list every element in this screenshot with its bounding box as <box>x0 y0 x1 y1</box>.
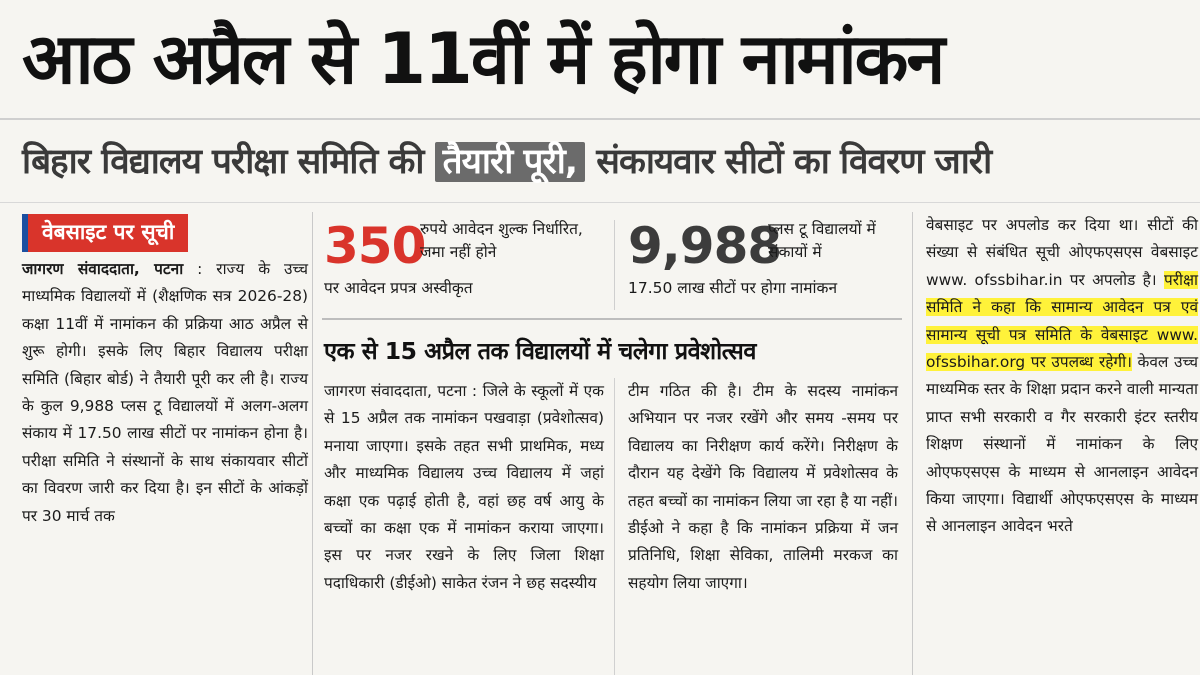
story-column-1: जागरण संवाददाता, पटना : जिले के स्कूलों में एक से 15 अप्रैल तक नामांकन पखवाड़ा (प्रवेशोत्सव) मनाया जाएगा। इसके तहत सभी प्राथमिक, मध्य और माध्यमिक विद्यालय उच्च विद्यालय में जहां कक्षा एक पढ़ाई होती है, वहां छह वर्ष आयु के बच्चों का कक्षा एक में नामांकन कराया जाएगा। इस पर नजर रखने के लिए जिला शिक्षा पदाधिकारी (डीईओ) साकेत रंजन ने छह सदस्यीय <box>324 382 604 592</box>
page-headline: आठ अप्रैल से 11वीं में होगा नामांकन <box>22 18 944 100</box>
stat-schools-line2: 17.50 लाख सीटों पर होगा नामांकन <box>628 279 838 297</box>
subhead-highlight: तैयारी पूरी, <box>435 142 585 182</box>
left-byline: जागरण संवाददाता, पटना <box>22 260 184 278</box>
column-divider-left <box>312 212 313 675</box>
stat-fee-number: 350 <box>324 217 426 275</box>
left-body: : राज्य के उच्च माध्यमिक विद्यालयों में (शैक्षणिक सत्र 2026-28) कक्षा 11वीं में नामांकन की प्रक्रिया आठ अप्रैल से शुरू होगी। इसके लिए बिहार विद्यालय परीक्षा समिति (बिहार बोर्ड) ने तैयारी पूरी कर ली है। राज्य के कुल 9,988 प्लस टू विद्यालयों में अलग-अलग संकाय में 17.50 लाख सीटों पर नामांकन होना है। परीक्षा समिति ने संस्थानों के साथ संकायवार सीटों का विवरण जारी कर दिया है। इन सीटों के आंकड़ों पर 30 मार्च तक <box>22 260 308 525</box>
headline-divider <box>0 118 1200 120</box>
right-text-after: केवल उच्च माध्यमिक स्तर के शिक्षा प्रदान करने वाली मान्यता प्राप्त सभी सरकारी व गैर सरकारी इंटर स्तरीय शिक्षण संस्थानों में नामांकन के लिए ओएफएसएस के माध्यम से आनलाइन आवेदन किया जाएगा। विद्यार्थी ओएफएसएस के माध्यम से आनलाइन आवेदन भरते <box>926 353 1198 536</box>
stat-box-fee <box>324 216 609 311</box>
stat-fee-line2: पर आवेदन प्रपत्र अस्वीकृत <box>324 279 473 297</box>
right-highlighted-text: परीक्षा समिति ने कहा कि सामान्य आवेदन पत्र एवं सामान्य सूची पत्र समिति के वेबसाइट www. ofssbihar.org पर उपलब्ध रहेगी। <box>926 270 1198 372</box>
subhead-text-before: बिहार विद्यालय परीक्षा समिति की <box>22 142 435 182</box>
story-column-divider <box>614 378 615 675</box>
stat-schools-description: प्लस टू विद्यालयों में संकायों में <box>768 220 876 261</box>
section-tag: वेबसाइट पर सूची <box>22 214 188 252</box>
column-divider-right <box>912 212 913 675</box>
stat-box-schools <box>628 216 903 311</box>
right-column <box>926 212 1198 541</box>
stat-divider <box>614 220 615 310</box>
subhead-text-after: संकायवार सीटों का विवरण जारी <box>585 142 992 182</box>
right-text-before: वेबसाइट पर अपलोड कर दिया था। सीटों की संख्या से संबंधित सूची ओएफएसएस वेबसाइट www. ofssbihar.in पर अपलोड है। <box>926 216 1198 289</box>
stat-schools-number: 9,988 <box>628 217 782 275</box>
story-column-2: टीम गठित की है। टीम के सदस्य नामांकन अभियान पर नजर रखेंगे और समय -समय पर विद्यालय का निरीक्षण कार्य करेंगे। निरीक्षण के दौरान यह देखेंगे कि विद्यालय में प्रवेशोत्सव के तहत बच्चों का नामांकन लिया जा रहा है या नहीं। डीईओ ने कहा है कि नामांकन प्रक्रिया में जन प्रतिनिधि, शिक्षा सेविका, तालिमी मरकज का सहयोग लिया जाएगा। <box>628 382 898 592</box>
left-column-text <box>22 256 308 530</box>
left-column <box>22 214 308 530</box>
story-headline: एक से 15 अप्रैल तक विद्यालयों में चलेगा प्रवेशोत्सव <box>324 337 756 365</box>
subhead-divider <box>0 202 1200 203</box>
subheadline <box>22 134 1192 190</box>
stat-fee-description: रुपये आवेदन शुल्क निर्धारित, जमा नहीं होने <box>420 220 583 261</box>
story-divider <box>322 318 902 320</box>
